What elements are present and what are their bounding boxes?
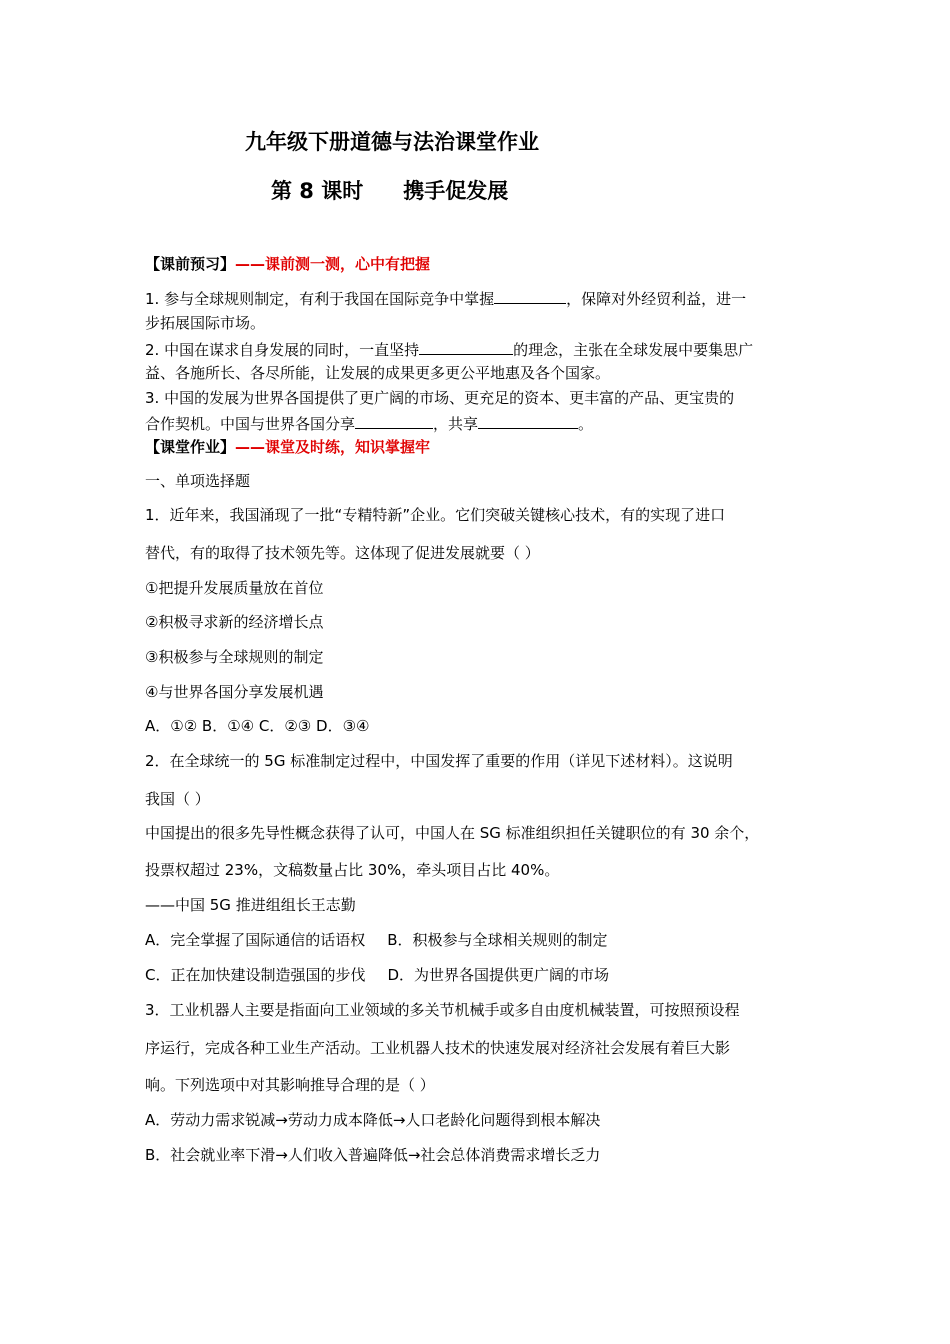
preview-q3-end: 。	[578, 415, 594, 433]
q1-item-4: ④与世界各国分享发展机遇	[145, 683, 324, 701]
classwork-subtitle: ——课堂及时练，知识掌握牢	[235, 438, 431, 456]
q3-stem-line1: 3．工业机器人主要是指面向工业领域的多关节机械手或多自由度机械装置，可按照预设程	[145, 1001, 740, 1019]
lesson-topic: 携手促发展	[403, 179, 509, 203]
q1-stem-line2: 替代，有的取得了技术领先等。这体现了促进发展就要（ ）	[145, 544, 540, 562]
preview-q1-line2: 步拓展国际市场。	[145, 314, 266, 332]
worksheet-title: 九年级下册道德与法治课堂作业	[245, 130, 539, 154]
q1-item-2: ②积极寻求新的经济增长点	[145, 613, 324, 631]
fill-blank[interactable]	[478, 413, 578, 429]
q3-stem-line2: 序运行，完成各种工业生产活动。工业机器人技术的快速发展对经济社会发展有着巨大影	[145, 1039, 731, 1057]
q2-material-line2: 投票权超过 23%，文稿数量占比 30%，牵头项目占比 40%。	[145, 861, 560, 879]
q1-item-3: ③积极参与全球规则的制定	[145, 648, 324, 666]
preview-q1-text: 1. 参与全球规则制定，有利于我国在国际竞争中掌握	[145, 290, 495, 308]
preview-q2-line1	[145, 339, 753, 360]
q2-option-d[interactable]: D．为世界各国提供更广阔的市场	[387, 966, 610, 984]
preview-heading: 【课前预习】	[145, 255, 236, 273]
q2-stem-line1: 2．在全球统一的 5G 标准制定过程中，中国发挥了重要的作用（详见下述材料）。这说明	[145, 752, 733, 770]
preview-q1-text-cont: ，保障对外经贸利益，进一	[566, 290, 747, 308]
preview-q2-text-cont: 的理念，主张在全球发展中要集思广	[513, 341, 754, 359]
q2-option-a[interactable]: A．完全掌握了国际通信的话语权	[145, 931, 366, 949]
preview-q3-text-cont: ，共享	[433, 415, 479, 433]
q2-option-c[interactable]: C．正在加快建设制造强国的步伐	[145, 966, 366, 984]
classwork-heading: 【课堂作业】	[145, 438, 236, 456]
q2-options-row1	[145, 930, 608, 950]
q2-material-line1: 中国提出的很多先导性概念获得了认可，中国人在 SG 标准组织担任关键职位的有 30 余个，	[145, 824, 760, 842]
q2-material-source: ——中国 5G 推进组组长王志勤	[145, 896, 356, 914]
fill-blank[interactable]	[419, 339, 513, 355]
preview-heading-line	[145, 254, 430, 274]
q2-options-row2	[145, 965, 609, 985]
lesson-number: 第 8 课时	[271, 179, 364, 203]
preview-q1-line1	[145, 288, 746, 309]
preview-q3-line2	[145, 413, 593, 434]
q3-option-a[interactable]: A．劳动力需求锐减→劳动力成本降低→人口老龄化问题得到根本解决	[145, 1111, 601, 1129]
q1-stem-line1: 1．近年来，我国涌现了一批“专精特新”企业。它们突破关键核心技术，有的实现了进口	[145, 506, 726, 524]
q3-option-b[interactable]: B．社会就业率下滑→人们收入普遍降低→社会总体消费需求增长乏力	[145, 1146, 601, 1164]
lesson-title	[271, 178, 508, 204]
preview-q3-text: 合作契机。中国与世界各国分享	[145, 415, 356, 433]
section-title: 一、单项选择题	[145, 472, 251, 490]
q2-stem-line2: 我国（ ）	[145, 790, 210, 808]
preview-subtitle: ——课前测一测，心中有把握	[235, 255, 431, 273]
q3-stem-line3: 响。下列选项中对其影响推导合理的是（ ）	[145, 1076, 435, 1094]
q2-option-b[interactable]: B．积极参与全球相关规则的制定	[387, 931, 608, 949]
fill-blank[interactable]	[355, 413, 433, 429]
preview-q3-line1: 3. 中国的发展为世界各国提供了更广阔的市场、更充足的资本、更丰富的产品、更宝贵的	[145, 389, 735, 407]
q1-answer-options[interactable]: A．①② B．①④ C．②③ D．③④	[145, 717, 370, 735]
q1-item-1: ①把提升发展质量放在首位	[145, 579, 324, 597]
preview-q2-text: 2. 中国在谋求自身发展的同时，一直坚持	[145, 341, 420, 359]
fill-blank[interactable]	[494, 288, 566, 304]
preview-q2-line2: 益、各施所长、各尽所能，让发展的成果更多更公平地惠及各个国家。	[145, 364, 611, 382]
classwork-heading-line	[145, 437, 430, 457]
